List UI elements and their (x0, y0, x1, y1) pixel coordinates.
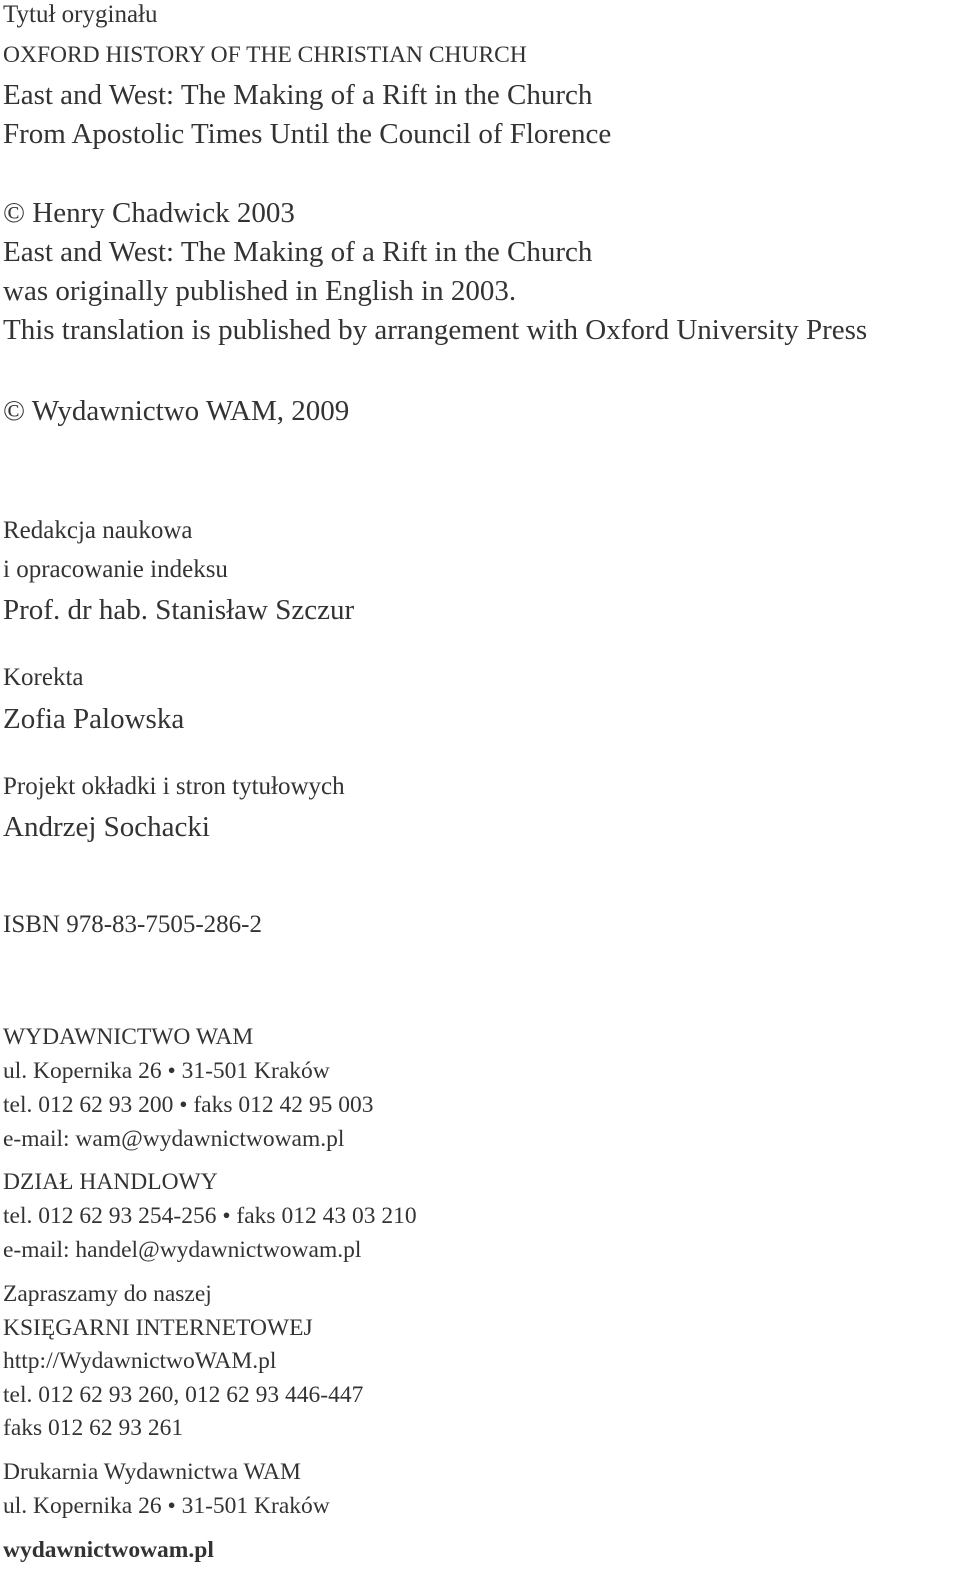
shop-url: http://WydawnictwoWAM.pl (3, 1348, 277, 1374)
cover-design-name: Andrzej Sochacki (3, 811, 210, 843)
copyright-publisher: © Wydawnictwo WAM, 2009 (3, 395, 350, 427)
original-title-line-2: From Apostolic Times Until the Council of Florence (3, 118, 612, 150)
sales-name: DZIAŁ HANDLOWY (3, 1169, 218, 1195)
printer-name: Drukarnia Wydawnictwa WAM (3, 1459, 301, 1485)
publisher-email: e-mail: wam@wydawnictwowam.pl (3, 1126, 345, 1152)
publisher-name: WYDAWNICTWO WAM (3, 1024, 254, 1050)
publisher-phone: tel. 012 62 93 200 • faks 012 42 95 003 (3, 1092, 374, 1118)
editor-label-2: i opracowanie indeksu (3, 556, 228, 583)
proofreading-label: Korekta (3, 664, 84, 691)
shop-name: KSIĘGARNI INTERNETOWEJ (3, 1315, 313, 1341)
cover-design-label: Projekt okładki i stron tytułowych (3, 773, 345, 800)
editor-label-1: Redakcja naukowa (3, 517, 193, 544)
isbn: ISBN 978-83-7505-286-2 (3, 911, 263, 938)
shop-invite: Zapraszamy do naszej (3, 1281, 212, 1307)
sales-email: e-mail: handel@wydawnictwowam.pl (3, 1237, 362, 1263)
shop-phone: tel. 012 62 93 260, 012 62 93 446-447 (3, 1382, 364, 1408)
copyright-line-1: East and West: The Making of a Rift in the Church (3, 236, 593, 268)
original-title-label: Tytuł oryginału (3, 1, 158, 28)
publisher-address: ul. Kopernika 26 • 31-501 Kraków (3, 1058, 330, 1084)
sales-phone: tel. 012 62 93 254-256 • faks 012 43 03 210 (3, 1203, 417, 1229)
printer-address: ul. Kopernika 26 • 31-501 Kraków (3, 1493, 330, 1519)
shop-fax: faks 012 62 93 261 (3, 1415, 184, 1441)
original-title-line-1: East and West: The Making of a Rift in the Church (3, 79, 593, 111)
editor-name: Prof. dr hab. Stanisław Szczur (3, 594, 355, 626)
copyright-line-3: This translation is published by arrangement with Oxford University Press (3, 314, 868, 346)
website: wydawnictwowam.pl (3, 1537, 214, 1563)
copyright-author: © Henry Chadwick 2003 (3, 197, 295, 229)
copyright-line-2: was originally published in English in 2003. (3, 275, 517, 307)
proofreading-name: Zofia Palowska (3, 703, 185, 735)
original-series: OXFORD HISTORY OF THE CHRISTIAN CHURCH (3, 42, 527, 68)
